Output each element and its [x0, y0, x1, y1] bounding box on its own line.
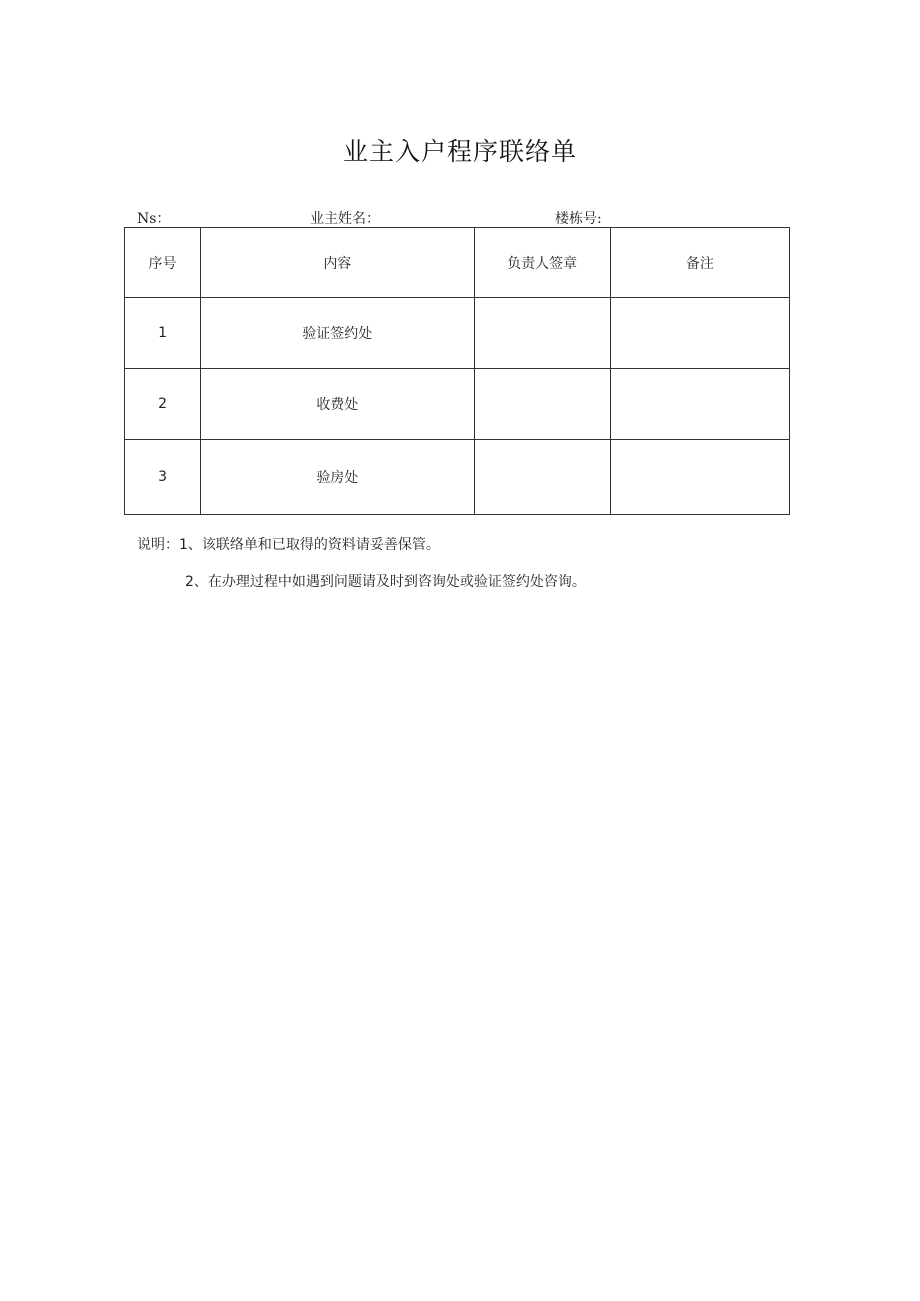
row-serial: 3 [125, 440, 201, 515]
table-row [125, 369, 790, 440]
note-number: 1 [179, 537, 188, 553]
row-serial: 2 [125, 369, 201, 440]
owner-name-label: 业主姓名： [310, 211, 380, 227]
liaison-table [124, 227, 790, 515]
header-remarks: 备注 [610, 228, 789, 298]
header-serial: 序号 [125, 228, 201, 298]
row-content: 收费处 [201, 369, 474, 440]
header-signature: 负责人签章 [474, 228, 610, 298]
notes-prefix: 说明： [137, 537, 179, 553]
serial-number-label: Ns： [137, 211, 171, 227]
note-separator: 、 [187, 537, 202, 553]
note-number: 2 [185, 574, 194, 590]
note-item-1 [137, 538, 440, 552]
row-remark-cell [610, 369, 789, 440]
row-signature-cell [474, 440, 610, 515]
row-content: 验房处 [201, 440, 474, 515]
table-row [125, 298, 790, 369]
note-item-2 [185, 575, 586, 589]
building-number-label: 楼栋号: [555, 211, 602, 227]
table-header-row [125, 228, 790, 298]
note-separator: 、 [193, 574, 208, 590]
row-remark-cell [610, 298, 789, 369]
table-row [125, 440, 790, 515]
row-content: 验证签约处 [201, 298, 474, 369]
page-title: 业主入户程序联络单 [342, 137, 577, 166]
note-text: 该联络单和已取得的资料请妥善保管。 [201, 537, 440, 553]
row-signature-cell [474, 369, 610, 440]
header-content: 内容 [201, 228, 474, 298]
row-remark-cell [610, 440, 789, 515]
row-signature-cell [474, 298, 610, 369]
row-serial: 1 [125, 298, 201, 369]
note-text: 在办理过程中如遇到问题请及时到咨询处或验证签约处咨询。 [207, 574, 586, 590]
